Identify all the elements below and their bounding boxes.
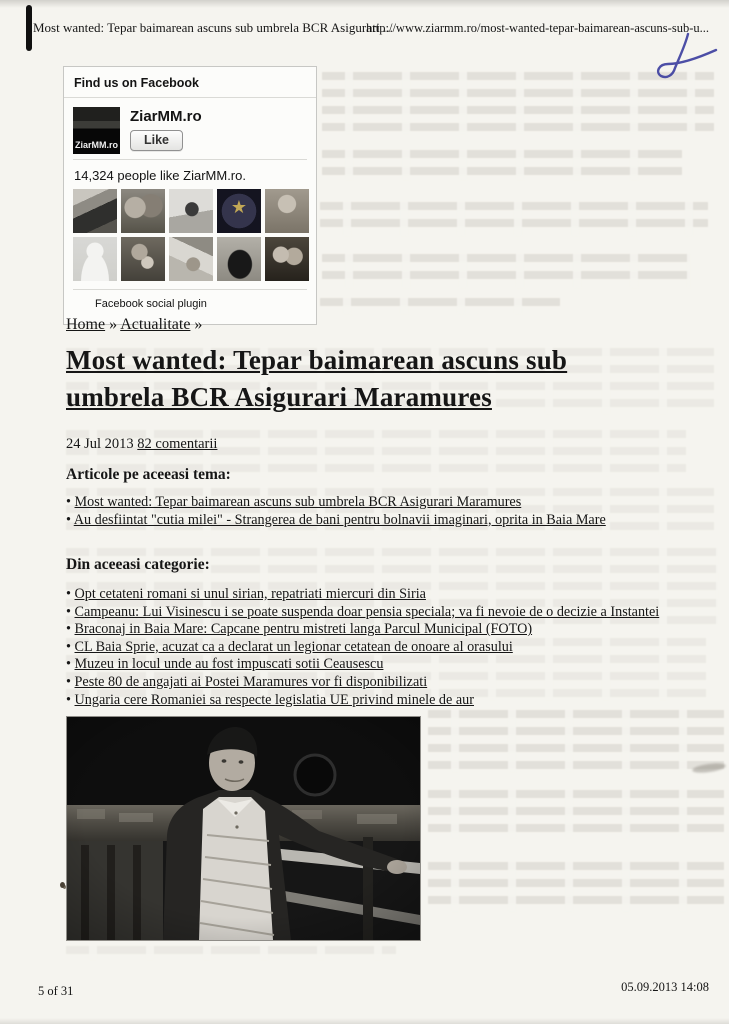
category-article-link[interactable]: Peste 80 de angajati ai Postei Maramures vor fi disponibilizati <box>74 673 428 690</box>
article-dateline <box>66 436 217 453</box>
related-article-link[interactable]: Most wanted: Tepar baimarean ascuns sub umbrela BCR Asigurari Maramures <box>74 494 522 510</box>
category-articles-heading: Din aceeasi categorie: <box>66 556 210 573</box>
person-with-crutches-photo[interactable] <box>169 189 213 233</box>
man-by-tree-photo[interactable] <box>169 237 213 281</box>
facebook-plugin-caption: Facebook social plugin <box>73 289 307 318</box>
bleed-through-text <box>428 790 724 838</box>
bleed-through-text <box>428 710 724 772</box>
facebook-widget <box>63 66 317 325</box>
category-article-item <box>66 674 726 692</box>
mother-and-baby-photo[interactable] <box>121 237 165 281</box>
scan-bottom-shadow <box>0 1018 729 1024</box>
scan-top-shadow <box>0 0 729 8</box>
category-article-item <box>66 586 726 604</box>
article-photo-man-leaning-on-railing <box>67 717 420 940</box>
facebook-widget-title: Find us on Facebook <box>64 67 316 98</box>
category-articles-list <box>66 586 726 709</box>
category-article-link[interactable]: Campeanu: Lui Visinescu i se poate suspenda doar pensia speciala; va fi nevoie de o decizie a Instantei <box>74 603 660 620</box>
pen-mark-annotation <box>628 30 722 90</box>
steaua-badge-photo[interactable] <box>217 189 261 233</box>
facebook-friends-grid <box>73 189 307 281</box>
bleed-through-text <box>428 862 724 912</box>
ziarmm-logo-text: ZiarMM.ro <box>75 140 119 150</box>
category-article-item <box>66 604 726 622</box>
default-avatar-silhouette[interactable] <box>73 237 117 281</box>
related-articles-heading: Articole pe aceeasi tema: <box>66 466 231 483</box>
print-header-title: Most wanted: Tepar baimarean ascuns sub umbrela BCR Asigurari ... <box>33 20 393 35</box>
bleed-through-text <box>320 298 560 314</box>
bleed-through-text <box>322 150 682 180</box>
print-footer-datetime: 05.09.2013 14:08 <box>621 980 709 994</box>
scan-speck <box>60 882 65 888</box>
category-article-item <box>66 656 726 674</box>
article-title: Most wanted: Tepar baimarean ascuns sub umbrela BCR Asigurari Maramures <box>66 345 568 412</box>
scan-smudge <box>692 762 727 775</box>
bleed-through-text <box>66 946 396 960</box>
related-articles-list <box>66 494 726 529</box>
breadcrumb-section-link[interactable]: Actualitate <box>120 316 191 333</box>
breadcrumb-home-link[interactable]: Home <box>66 316 106 333</box>
category-article-link[interactable]: Braconaj in Baia Mare: Capcane pentru mistreti langa Parcul Municipal (FOTO) <box>74 621 533 638</box>
category-article-link[interactable]: Muzeu in locul unde au fost impuscati sotii Ceausescu <box>74 656 384 673</box>
comments-link[interactable]: 82 comentarii <box>137 436 218 452</box>
scan-edge-artifact <box>26 5 32 51</box>
category-article-item <box>66 621 726 639</box>
print-header-url: http://www.ziarmm.ro/most-wanted-tepar-baimarean-ascuns-sub-u... <box>366 21 709 35</box>
facebook-page-name[interactable]: ZiarMM.ro <box>130 108 202 125</box>
ziarmm-logo[interactable] <box>73 107 120 154</box>
category-article-link[interactable]: CL Baia Sprie, acuzat ca a declarat un legionar cetatean de onoare al orasului <box>74 638 513 655</box>
category-article-item <box>66 692 726 710</box>
breadcrumb-separator: » <box>109 316 118 333</box>
related-article-link[interactable]: Au desfiintat "cutia milei" - Strangerea de bani pentru bolnavii imaginari, oprita in Baia Mare <box>73 511 606 528</box>
category-article-link[interactable]: Ungaria cere Romaniei sa respecte legislatia UE privind minele de aur <box>74 691 474 708</box>
breadcrumb <box>66 316 202 334</box>
facebook-likes-count: 14,324 people like ZiarMM.ro. <box>74 168 246 183</box>
black-dog-photo[interactable] <box>217 237 261 281</box>
related-article-item <box>66 494 726 512</box>
category-article-item <box>66 639 726 657</box>
print-footer-page-info: 5 of 31 <box>38 984 74 998</box>
like-button[interactable]: Like <box>130 130 183 151</box>
police-car-photo[interactable] <box>73 189 117 233</box>
older-man-photo[interactable] <box>265 189 309 233</box>
bleed-through-text <box>320 202 708 236</box>
couple-photo[interactable] <box>121 189 165 233</box>
category-article-link[interactable]: Opt cetateni romani si unul sirian, repatriati miercuri din Siria <box>74 586 426 602</box>
article-date: 24 Jul 2013 <box>66 436 134 452</box>
couple-at-night-photo[interactable] <box>265 237 309 281</box>
related-article-item <box>66 512 726 530</box>
bleed-through-text <box>322 254 690 288</box>
breadcrumb-separator: » <box>194 316 203 333</box>
